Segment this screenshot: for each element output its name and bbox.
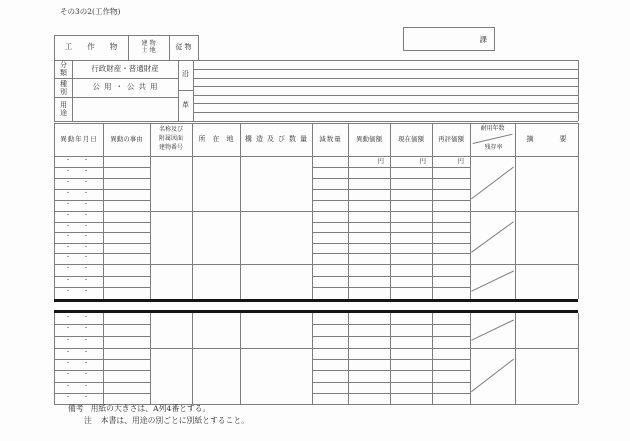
object-type-sub-label: 建物 土地 (141, 39, 158, 54)
date-cell: ・ ・ (64, 360, 92, 368)
grid-line (312, 382, 470, 383)
usage-value (72, 97, 178, 121)
date-cell: ・ ・ (64, 337, 92, 345)
grid-line (515, 313, 516, 404)
grid-line (312, 253, 470, 254)
grid-line (312, 359, 470, 360)
diagonal-line (470, 156, 515, 211)
date-cell: ・ ・ (64, 190, 92, 198)
usage-row-label: 用途 (59, 101, 68, 117)
diagonal-line (470, 264, 515, 299)
grid-line (312, 287, 470, 288)
date-cell: ・ ・ (64, 201, 92, 209)
grid-line (578, 123, 579, 299)
date-cell: ・ ・ (64, 349, 92, 357)
date-cell: ・ ・ (64, 394, 92, 402)
date-cell: ・ ・ (64, 179, 92, 187)
header-remarks: 摘要 (526, 134, 593, 143)
grid-line (312, 167, 470, 168)
history-label-top: 沿 (182, 70, 189, 79)
date-cell: ・ ・ (64, 277, 92, 285)
header-location: 所在地 (198, 134, 241, 143)
category-row-label: 種別 (59, 79, 68, 96)
grid-line (193, 60, 194, 121)
classification-value: 行政財産・普通財産 (91, 63, 159, 73)
yen-unit: 円 (419, 156, 426, 165)
grid-line (312, 178, 470, 179)
grid-line (312, 393, 470, 394)
grid-line (54, 121, 578, 122)
yen-unit: 円 (377, 156, 384, 165)
diagonal-line (470, 313, 515, 348)
grid-line (240, 313, 241, 404)
yen-unit: 円 (457, 156, 464, 165)
date-cell: ・ ・ (64, 157, 92, 165)
date-cell: ・ ・ (64, 288, 92, 296)
diagonal-line (470, 123, 515, 156)
header-structure-quantity: 構造及び数量 (245, 134, 311, 143)
date-cell: ・ ・ (64, 244, 92, 252)
grid-line (312, 232, 470, 233)
section-divider-line (54, 299, 578, 302)
department-name-box (403, 27, 495, 51)
grid-line (312, 200, 470, 201)
header-revalued-value: 再評価額 (438, 134, 464, 143)
grid-line (193, 86, 578, 87)
footer-note-label: 注 (84, 416, 92, 425)
grid-line (312, 243, 470, 244)
grid-line (193, 103, 578, 104)
date-cell: ・ ・ (64, 223, 92, 231)
date-cell: ・ ・ (64, 212, 92, 220)
grid-line (192, 313, 193, 404)
history-label-bottom: 革 (182, 101, 189, 110)
grid-line (193, 95, 578, 96)
grid-line (198, 35, 199, 60)
grid-line (193, 69, 578, 70)
grid-line (312, 370, 470, 371)
date-cell: ・ ・ (64, 314, 92, 322)
header-residual-rate: 残存率 (484, 144, 503, 152)
date-cell: ・ ・ (64, 371, 92, 379)
grid-line (150, 313, 151, 404)
date-cell: ・ ・ (64, 168, 92, 176)
header-change-date: 異動年月日 (60, 134, 98, 143)
grid-line (312, 324, 470, 325)
footer-remark-text: 用紙の大きさは、A列4番とする。 (90, 404, 211, 413)
grid-line (312, 222, 470, 223)
header-decrease-quantity: 減数量 (319, 134, 342, 143)
date-cell: ・ ・ (64, 265, 92, 273)
classification-row-label: 分類 (59, 61, 68, 77)
object-type-main-label: 工作物 (64, 42, 133, 52)
category-value: 公用・公共用 (92, 82, 162, 92)
grid-line (312, 336, 470, 337)
page-title: その3の2(工作物) (60, 7, 121, 16)
grid-line (578, 60, 579, 121)
grid-line (312, 189, 470, 190)
grid-line (578, 313, 579, 404)
date-cell: ・ ・ (64, 254, 92, 262)
grid-line (312, 276, 470, 277)
diagonal-line (470, 211, 515, 264)
date-cell: ・ ・ (64, 233, 92, 241)
header-durable-years: 耐用年数 (480, 125, 505, 133)
footer-note (84, 417, 249, 426)
grid-line (193, 112, 578, 113)
grid-line (193, 78, 578, 79)
diagonal-line (470, 348, 515, 404)
department-suffix-label: 課 (479, 34, 487, 44)
object-type-accessory-label: 従物 (175, 42, 194, 51)
date-cell: ・ ・ (64, 383, 92, 391)
footer-note-text: 本書は、用途の別ごとに別紙とすること。 (100, 416, 249, 425)
date-cell: ・ ・ (64, 325, 92, 333)
header-change-reason: 異動の事由 (110, 134, 143, 143)
header-name-drawing-number: 名称及び 附属図面 建物番号 (158, 126, 183, 151)
footer-remark (68, 405, 210, 414)
header-current-value: 現在価額 (398, 134, 424, 143)
footer-remark-label: 備考 (68, 404, 84, 413)
header-change-value: 異動価額 (356, 134, 382, 143)
